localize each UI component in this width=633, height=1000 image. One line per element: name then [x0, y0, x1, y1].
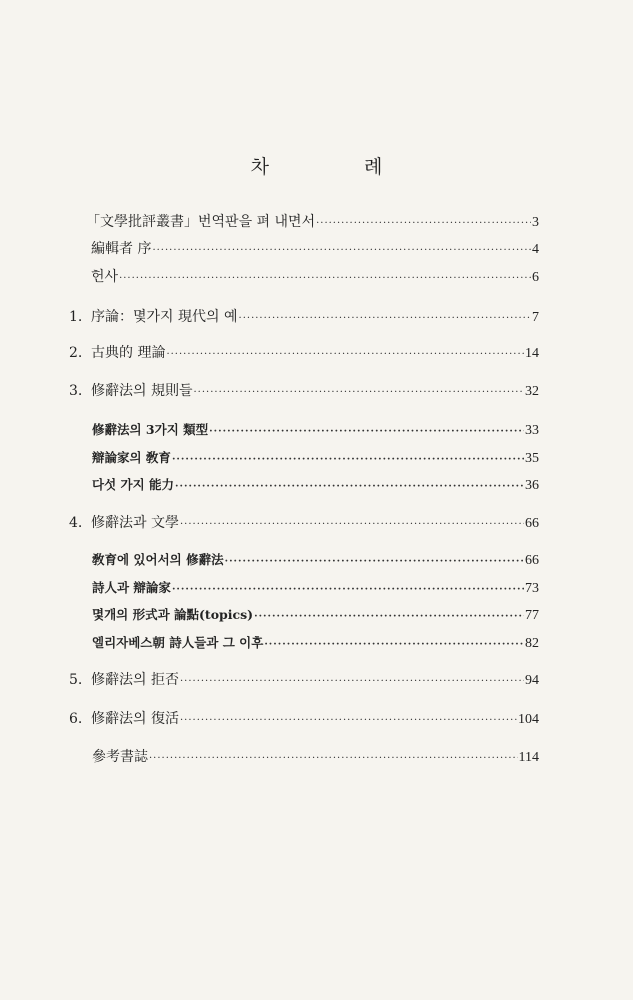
- leader-dots: [175, 478, 524, 496]
- toc-entry: [69, 710, 539, 730]
- entry-number: 2.: [69, 345, 83, 361]
- entry-page: 104: [518, 712, 539, 727]
- toc-subentry: [92, 476, 539, 496]
- entry-page: 14: [525, 346, 539, 361]
- toc-entry: [86, 213, 539, 233]
- toc-entry: [69, 382, 539, 402]
- leader-dots: [172, 451, 524, 469]
- leader-dots: [180, 712, 517, 730]
- leader-dots: [180, 516, 524, 534]
- entry-label: 辯論家의 敎育: [92, 450, 171, 465]
- toc-entry: [69, 514, 539, 534]
- entry-label: 다섯 가지 能力: [92, 477, 175, 492]
- leader-dots: [209, 423, 524, 441]
- entry-label: 「文學批評叢書」번역판을 펴 내면서: [86, 214, 316, 230]
- entry-page: 4: [532, 242, 539, 257]
- entry-page: 3: [532, 215, 539, 230]
- entry-label: 參考書誌: [92, 749, 148, 765]
- entry-label: 敎育에 있어서의 修辭法: [92, 552, 224, 567]
- entry-label: 古典的 理論: [91, 345, 166, 361]
- leader-dots: [316, 215, 531, 233]
- entry-label: 헌사: [91, 269, 119, 285]
- entry-page: 94: [525, 673, 539, 688]
- toc-entry: [91, 240, 539, 260]
- entry-page: 66: [525, 516, 539, 531]
- leader-dots: [239, 310, 531, 328]
- leader-dots: [194, 384, 525, 402]
- toc-subentry: [92, 634, 539, 654]
- entry-label: 修辭法의 拒否: [91, 672, 179, 688]
- entry-label: 編輯者 序: [91, 241, 152, 257]
- leader-dots: [166, 346, 524, 364]
- leader-dots: [254, 608, 524, 626]
- leader-dots: [172, 581, 524, 599]
- toc-entry: [91, 268, 539, 288]
- leader-dots: [119, 270, 531, 288]
- leader-dots: [225, 553, 524, 571]
- entry-page: 33: [525, 423, 539, 438]
- entry-number: 3.: [69, 383, 83, 399]
- entry-page: 114: [518, 750, 539, 765]
- entry-page: 32: [525, 384, 539, 399]
- entry-page: 77: [525, 608, 539, 623]
- entry-label: 修辭法과 文學: [91, 515, 179, 531]
- toc-subentry: [92, 421, 539, 441]
- entry-number: 6.: [69, 711, 83, 727]
- toc-entry: [92, 748, 539, 768]
- leader-dots: [152, 242, 531, 260]
- entry-page: 66: [525, 553, 539, 568]
- toc-entry: [69, 344, 539, 364]
- leader-dots: [149, 750, 518, 768]
- entry-label: 修辭法의 3가지 類型: [92, 422, 209, 437]
- entry-number: 1.: [69, 309, 83, 325]
- entry-page: 82: [525, 636, 539, 651]
- entry-page: 73: [525, 581, 539, 596]
- toc-subentry: [92, 606, 539, 626]
- entry-label: 修辭法의 復活: [91, 711, 179, 727]
- entry-number: 5.: [69, 672, 83, 688]
- toc-subentry: [92, 449, 539, 469]
- entry-page: 35: [525, 451, 539, 466]
- page-title: 차 례: [250, 156, 421, 178]
- entry-label: 엘리자베스朝 詩人들과 그 이후: [92, 635, 264, 650]
- entry-page: 6: [532, 270, 539, 285]
- toc-subentry: [92, 551, 539, 571]
- entry-label: 修辭法의 規則들: [91, 383, 193, 399]
- leader-dots: [264, 636, 524, 654]
- entry-label: 詩人과 辯論家: [92, 580, 171, 595]
- entry-label: 몇개의 形式과 論點(topics): [92, 607, 254, 622]
- entry-number: 4.: [69, 515, 83, 531]
- leader-dots: [180, 673, 524, 691]
- toc-entry: [69, 671, 539, 691]
- toc-subentry: [92, 579, 539, 599]
- entry-page: 36: [525, 478, 539, 493]
- toc-entry: [69, 308, 539, 328]
- entry-label: 序論：몇가지 現代의 예: [91, 309, 238, 325]
- entry-page: 7: [532, 310, 539, 325]
